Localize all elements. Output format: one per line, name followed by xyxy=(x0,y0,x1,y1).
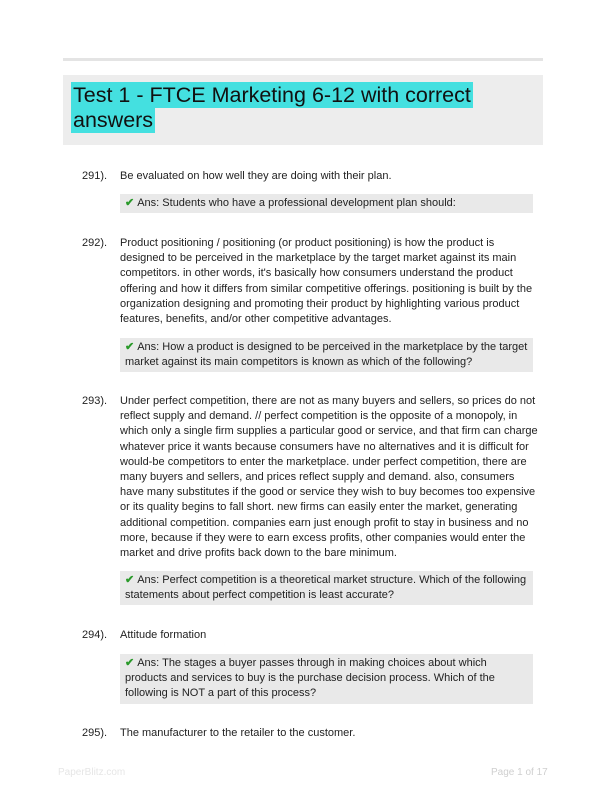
top-divider xyxy=(63,58,543,61)
question-text: The manufacturer to the retailer to the customer. xyxy=(120,727,356,739)
answer-text: How a product is designed to be perceived in the marketplace by the target market against its main competitors is known as which of the following? xyxy=(125,341,528,369)
answer-prefix: Ans: xyxy=(137,197,163,209)
answer-box xyxy=(120,194,533,213)
answer-prefix: Ans: xyxy=(137,341,163,353)
answer-text: Students who have a professional development plan should: xyxy=(162,197,456,209)
question-number: 292). xyxy=(82,237,108,249)
answer-prefix: Ans: xyxy=(137,657,163,669)
answer-box xyxy=(120,338,533,372)
title-highlight: Test 1 - FTCE Marketing 6-12 with correct answers xyxy=(73,83,471,132)
question-text: Be evaluated on how well they are doing with their plan. xyxy=(120,170,392,182)
answer-box xyxy=(120,654,533,704)
answer-prefix: Ans: xyxy=(137,574,163,586)
footer-page-indicator: Page 1 of 17 xyxy=(491,767,548,778)
answer-box xyxy=(120,571,533,605)
answer-text: Perfect competition is a theoretical market structure. Which of the following statements about perfect competition is least accurate? xyxy=(125,574,527,602)
check-icon: ✔ xyxy=(125,197,135,209)
footer-site-watermark: PaperBlitz.com xyxy=(58,767,126,778)
check-icon: ✔ xyxy=(125,574,135,586)
check-icon: ✔ xyxy=(125,341,135,353)
check-icon: ✔ xyxy=(125,657,135,669)
document-title xyxy=(71,83,541,133)
question-text: Attitude formation xyxy=(120,629,207,641)
question-text: Under perfect competition, there are not as many buyers and sellers, so prices do not reflect supply and demand. // perfect competition is the opposite of a monopoly, in which only a single firm supplies a particular good or service, and that firm can charge whatever price it wants because consumers have no alternatives and it is difficult for would-be competitors to enter the marketplace. under perfect competition, there are many buyers and sellers, and prices reflect supply and demand. also, consumers have many substitutes if the good or service they wish to buy becomes too expensive or its quality begins to fall short. new firms can easily enter the market, generating additional competition. companies earn just enough profit to stay in business and no more, because if they were to earn excess profits, other companies would enter the market and drive profits back down to the bare minimum. xyxy=(120,395,538,560)
question-number: 291). xyxy=(82,170,108,182)
question-text: Product positioning / positioning (or product positioning) is how the product is designed to be perceived in the marketplace by the target market against its main competitors. in other words, it's basically how consumers understand the product offering and how it differs from similar competitive offerings. positioning is built by the organization designing and promoting their product by highlighting various product features, benefits, and/or other competitive advantages. xyxy=(120,237,533,326)
question-number: 293). xyxy=(82,395,108,407)
question-number: 294). xyxy=(82,629,108,641)
question-number: 295). xyxy=(82,727,108,739)
answer-text: The stages a buyer passes through in making choices about which products and services to buy is the purchase decision process. Which of the following is NOT a part of this process? xyxy=(125,657,495,700)
